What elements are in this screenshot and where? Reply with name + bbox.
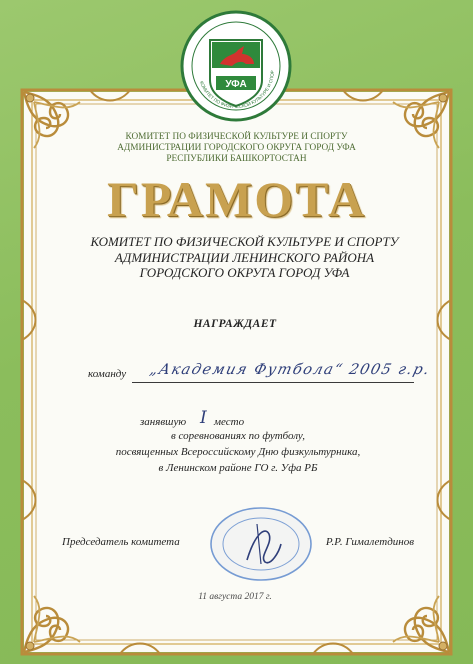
- emblem-ring-text: КОМИТЕТ ПО ФИЗИЧЕСКОЙ КУЛЬТУРЕ И СПОР: [198, 70, 276, 110]
- issuer-block: [72, 234, 417, 281]
- event-line: посвященных Всероссийскому Дню физкультурника,: [115, 446, 361, 458]
- team-label: команду: [88, 368, 127, 380]
- place-row: [140, 408, 340, 430]
- emblem: [180, 10, 292, 122]
- event-line: в Ленинском районе ГО г. Уфа РБ: [158, 462, 318, 474]
- place-suffix: место: [214, 416, 245, 428]
- team-row: [88, 362, 433, 384]
- official-stamp: [207, 504, 315, 584]
- signatory-name: Р.Р. Гималетдинов: [325, 536, 414, 548]
- issue-date: 11 августа 2017 г.: [198, 592, 272, 602]
- issuer-line: КОМИТЕТ ПО ФИЗИЧЕСКОЙ КУЛЬТУРЕ И СПОРТУ: [90, 234, 399, 249]
- event-description: [70, 428, 406, 476]
- place-number: I: [200, 408, 207, 428]
- committee-header-line: РЕСПУБЛИКИ БАШКОРТОСТАН: [166, 154, 307, 164]
- awards-label: НАГРАЖДАЕТ: [193, 318, 277, 330]
- certificate-title: ГРАМОТА: [106, 171, 367, 227]
- team-name-handwritten: „Академия Футбола“ 2005 г.р.: [148, 362, 433, 378]
- committee-header: [80, 132, 393, 165]
- place-prefix: занявшую: [140, 416, 187, 428]
- emblem-city-label: УФА: [225, 79, 247, 90]
- issuer-line: ГОРОДСКОГО ОКРУГА ГОРОД УФА: [139, 265, 350, 280]
- event-line: в соревнованиях по футболу,: [170, 430, 306, 442]
- team-underline: [132, 382, 414, 383]
- committee-header-line: КОМИТЕТ ПО ФИЗИЧЕСКОЙ КУЛЬТУРЕ И СПОРТУ: [125, 132, 348, 142]
- issuer-line: АДМИНИСТРАЦИИ ЛЕНИНСКОГО РАЙОНА: [114, 249, 375, 265]
- signatory-title: Председатель комитета: [62, 536, 180, 548]
- committee-header-line: АДМИНИСТРАЦИИ ГОРОДСКОГО ОКРУГА ГОРОД УФА: [117, 143, 356, 153]
